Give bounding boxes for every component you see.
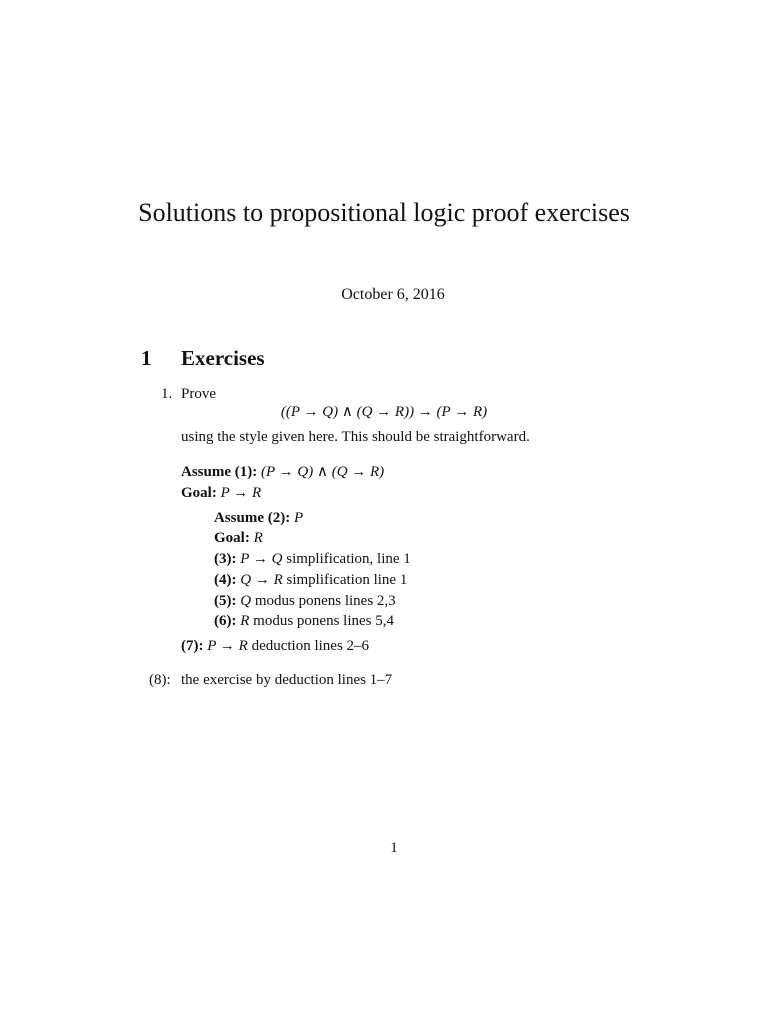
- proof-math: (P → Q) ∧ (Q → R): [261, 464, 385, 480]
- exercise-note: using the style given here. This should be straightforward.: [181, 429, 530, 445]
- proof-math: R: [240, 613, 250, 629]
- proof-label: (6):: [214, 613, 237, 629]
- proof-label: (7):: [181, 638, 204, 654]
- proof-line-assume-1: [181, 462, 384, 481]
- proof-line-3: [214, 551, 411, 568]
- proof-math: P → Q: [240, 551, 283, 567]
- proof-justification: modus ponens lines 2,3: [254, 593, 396, 609]
- exercise-prompt: Prove: [181, 386, 216, 402]
- proof-justification: deduction lines 2–6: [251, 638, 370, 654]
- proof-line-goal-1: [181, 485, 261, 502]
- section-title: Exercises: [181, 346, 265, 370]
- exercise-number: 1.: [161, 386, 173, 402]
- proof-label: (4):: [214, 572, 237, 588]
- proof-line-4: [214, 572, 407, 589]
- proof-line-8-label: (8):: [149, 672, 171, 688]
- proof-math: P → R: [220, 485, 262, 501]
- paper-date: October 6, 2016: [341, 286, 445, 303]
- proof-math: Q: [240, 593, 252, 609]
- exercise-formula: ((P → Q) ∧ (Q → R)) → (P → R): [280, 404, 488, 420]
- proof-line-7: [181, 638, 369, 655]
- proof-line-assume-2: [214, 510, 303, 527]
- proof-line-6: [214, 613, 394, 630]
- proof-line-goal-2: [214, 530, 263, 547]
- section-number: 1: [141, 346, 152, 370]
- proof-label: Assume (2):: [214, 510, 291, 526]
- page-number: 1: [390, 840, 398, 856]
- proof-label: Assume (1):: [181, 464, 258, 480]
- proof-label: Goal:: [214, 530, 250, 546]
- proof-label: (3):: [214, 551, 237, 567]
- proof-math: Q → R: [240, 572, 283, 588]
- proof-justification: modus ponens lines 5,4: [253, 613, 395, 629]
- proof-line-8-text: the exercise by deduction lines 1–7: [181, 672, 393, 688]
- paper-title: Solutions to propositional logic proof exercises: [138, 198, 630, 227]
- proof-math: P: [294, 510, 304, 526]
- proof-label: Goal:: [181, 485, 217, 501]
- proof-label: (5):: [214, 593, 237, 609]
- proof-line-5: [214, 593, 396, 610]
- proof-justification: simplification, line 1: [286, 551, 411, 567]
- proof-justification: simplification line 1: [286, 572, 408, 588]
- proof-math: P → R: [207, 638, 248, 654]
- proof-math: R: [253, 530, 263, 546]
